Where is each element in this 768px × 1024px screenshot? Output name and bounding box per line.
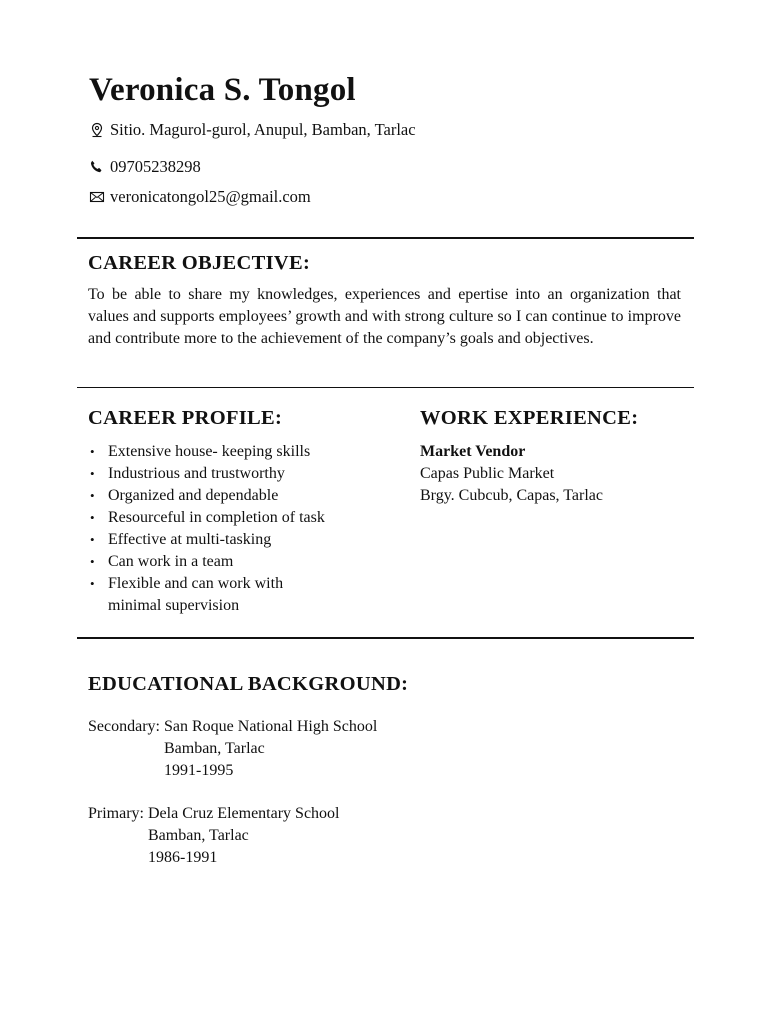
list-item: • Flexible and can work with minimal supervision <box>88 573 313 617</box>
phone-icon <box>89 159 105 175</box>
secondary-education <box>88 716 377 782</box>
list-item: • Resourceful in completion of task <box>88 507 388 529</box>
school-location: Bamban, Tarlac <box>148 827 249 844</box>
school-years: 1986-1991 <box>148 849 218 866</box>
location-pin-icon <box>89 122 105 138</box>
divider <box>77 237 694 239</box>
email-text[interactable]: veronicatongol25@gmail.com <box>110 187 311 206</box>
education-details <box>148 803 340 869</box>
phone-line <box>89 157 201 177</box>
divider <box>77 387 694 388</box>
career-objective-text: To be able to share my knowledges, experiences and epertise into an organization that values and supports employees’ growth and with strong culture so I can continue to improve and contribute more to the achievement of the company’s goals and objectives. <box>88 286 681 347</box>
phone-text: 09705238298 <box>110 157 201 176</box>
applicant-name: Veronica S. Tongol <box>89 72 356 108</box>
work-experience-entry <box>420 441 603 507</box>
job-title: Market Vendor <box>420 443 526 460</box>
career-profile-list <box>88 441 388 617</box>
school-years: 1991-1995 <box>163 762 234 779</box>
school-location: Bamban, Tarlac <box>163 740 265 757</box>
list-item: • Can work in a team <box>88 551 388 573</box>
career-objective-heading: CAREER OBJECTIVE: <box>88 252 311 274</box>
education-level-label: Secondary: <box>88 718 164 735</box>
list-item: • Organized and dependable <box>88 485 388 507</box>
list-item: • Industrious and trustworthy <box>88 463 388 485</box>
school-name: San Roque National High School <box>163 718 378 735</box>
education-level-label: Primary: <box>88 805 148 822</box>
list-item: • Extensive house- keeping skills <box>88 441 388 463</box>
educational-background-heading: EDUCATIONAL BACKGROUND: <box>88 673 409 695</box>
list-item: • Effective at multi-tasking <box>88 529 388 551</box>
job-location: Brgy. Cubcub, Capas, Tarlac <box>420 487 603 504</box>
address-text: Sitio. Magurol-gurol, Anupul, Bamban, Tarlac <box>110 120 416 139</box>
education-details <box>164 716 377 782</box>
envelope-icon <box>89 189 105 205</box>
primary-education <box>88 803 340 869</box>
divider <box>77 637 694 639</box>
job-place: Capas Public Market <box>420 465 555 482</box>
email-line <box>89 187 311 207</box>
address-line <box>89 120 416 140</box>
career-profile-heading: CAREER PROFILE: <box>88 407 283 429</box>
work-experience-heading: WORK EXPERIENCE: <box>420 407 639 429</box>
school-name: Dela Cruz Elementary School <box>148 805 340 822</box>
